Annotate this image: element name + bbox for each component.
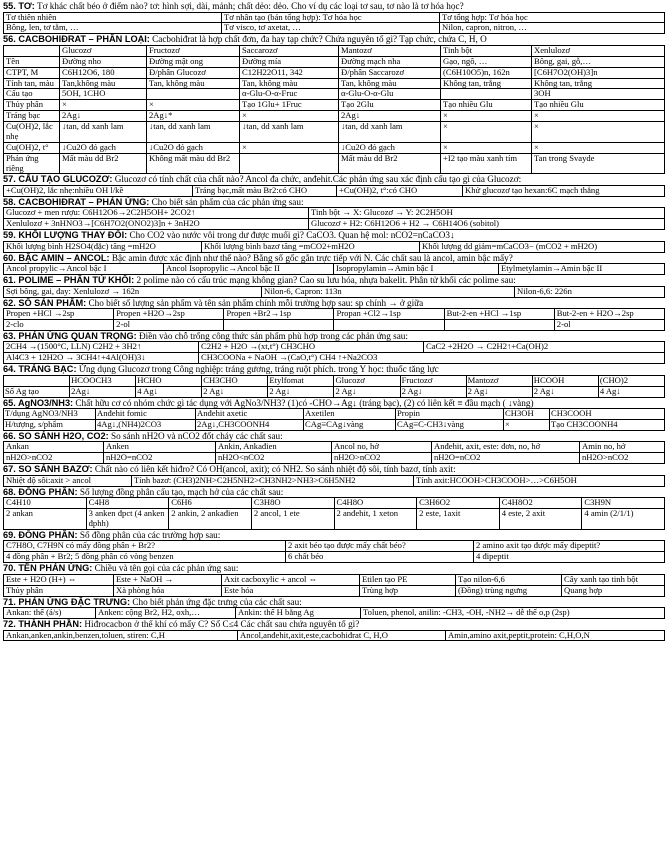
water-co2-table [3,441,665,464]
table-cell: 4 đồng phân + Br2; 5 đồng phân có vòng benzen [4,552,286,563]
table-cell: Tan, không màu [240,78,339,89]
table-cell: CAg≡C-CH3↓vàng [396,419,504,430]
table-cell: Ankan: thế (á/s) [4,608,96,619]
section-heading: 58. CACBOHIĐRAT – PHẢN ỨNG: Cho biết sản phẩm của các phản ứng sau: [3,196,304,207]
section-72 [3,619,665,641]
table-cell: 2-ol [554,320,664,331]
table-cell: Bông, gai, gỗ,… [532,56,665,67]
section-heading: 61. POLIME – PHÂN TỬ KHỐI: 2 polime nào có cấu trúc mạng không gian? Cao su lưu hóa, nhựa bakelit. Phân tử khối các polime sau: [3,275,516,286]
section-heading: 69. ĐỒNG PHÂN: Số đồng phân của các trường hợp sau: [3,529,221,540]
table-cell: Quang hợp [562,585,665,596]
section-62 [3,298,665,331]
table-cell: nH2O>nCO2 [332,453,432,464]
carbohydrate-table [3,45,665,175]
table-cell: 2 Ag↓ [532,386,598,397]
table-cell: × [240,111,339,122]
table-cell: Anken: cộng Br2, H2, oxh,… [96,608,236,619]
section-55 [3,1,665,34]
table-cell: (Đồng) trùng ngưng [456,585,562,596]
fiber-table [3,12,665,35]
section-heading: 56. CACBOHIĐRAT – PHÂN LOẠI: Cacbohiđrat là hợp chất đơn, đa hay tạp chức? Chứa nguyên tố gì? Tạp chức, chứa C, H, O [3,34,487,45]
table-cell: ↓tan, dd xanh lam [240,122,339,143]
table-cell: Xenlulozơ + 3nHNO3→[C6H7O2(ONO2)3]n + 3nH2O [4,219,309,230]
table-cell: ↓tan, dd xanh lam [147,122,240,143]
table-cell: 5OH, 1CHO [60,89,147,100]
glucose-structure-table [3,185,665,197]
table-cell: But-2-en +HCl →1sp [444,309,554,320]
table-cell: 2 Ag↓ [268,386,334,397]
characteristic-reaction-table [3,607,665,619]
table-cell: 2Ag↓,CH3COONH4 [196,419,304,430]
table-cell: Tráng bạc [4,111,60,122]
amine-alcohol-degree-table [3,263,665,275]
table-cell: nH2O=nCO2 [432,453,580,464]
table-cell: ↓tan, dd xanh lam [60,122,147,143]
table-cell: 2 anđehit, 1 xeton [334,509,417,530]
table-cell: C6H6 [169,498,252,509]
table-cell: Tạo nhiều Glu [532,100,665,111]
table-cell: HCOOH [532,375,598,386]
silver-mirror-table [3,375,665,398]
table-cell: Cây xanh tạo tinh bột [562,574,665,585]
section-heading: 68. ĐỒNG PHÂN: Số lượng đồng phân cấu tạo, mạch hở của các chất sau: [3,486,284,497]
table-cell: ↓Cu2O đỏ gạch [147,142,240,153]
table-cell: Nilon, capron, nitron, … [440,23,665,34]
table-cell [4,45,60,56]
table-cell: 2Ag↓ [339,111,441,122]
table-cell: Ancol,anđehit,axit,este,cacbohiđrat C, H,O [238,630,446,641]
table-cell: 2-ol [114,320,224,331]
table-cell: Nhiệt độ sôi:axit > ancol [4,475,132,486]
section-heading: 55. TƠ: Tơ khác chất béo ở điểm nào? tơ: hình sợi, dài, mảnh; chất dẻo: dẻo. Cho ví dụ các loại tơ sau, tơ nào là tơ hóa học? [3,1,464,11]
table-cell: Propen +Br2→1sp [224,309,334,320]
table-cell: (CHO)2 [598,375,664,386]
table-cell: Không tan, trắng [441,78,532,89]
table-cell: Fructozơ [147,45,240,56]
table-cell: Ancol Isopropylic→Ancol bậc II [164,264,334,275]
table-cell: Mất màu dd Br2 [60,153,147,174]
table-cell: Ancol no, hở [332,442,432,453]
section-68 [3,487,665,530]
section-heading: 57. CẤU TẠO GLUCOZƠ: Glucozơ có tính chất của chất nào? Ancol đa chức, anđehit.Các phản ứng sau xác định cấu tạo gì của Glucozơ: [3,174,522,185]
table-cell [334,320,444,331]
table-cell: Etylmetylamin→Amin bậc II [499,264,665,275]
table-cell: Toluen, phenol, anilin: -CH3, -OH, -NH2→ dễ thế o,p (2sp) [361,608,665,619]
section-66 [3,431,665,464]
table-cell: Mantozơ [466,375,532,386]
composition-table [3,630,665,642]
table-cell: Ancol propylic→Ancol bậc I [4,264,164,275]
table-cell: × [441,111,532,122]
table-cell: Cu(OH)2, lắc nhẹ [4,122,60,143]
table-cell: CH3CHO [202,375,268,386]
table-cell: 4 amin (2/1/1) [582,509,665,530]
table-cell: Không tan, trắng [532,78,665,89]
section-60 [3,253,665,275]
table-cell: Khối lượng dd giảm=mCaCO3− (mCO2 + mH2O) [420,241,665,252]
table-cell: × [60,100,147,111]
table-cell: Bông, len, tơ tằm, … [4,23,222,34]
table-cell: × [441,142,532,153]
table-cell: Etylfomat [268,375,334,386]
table-cell: Đường nho [60,56,147,67]
table-cell: Propan +Cl2→1sp [334,309,444,320]
section-58 [3,197,665,230]
table-cell: Anđehit, axit, este: đơn, no, hở [432,442,580,453]
table-cell: HCOOCH3 [70,375,136,386]
table-cell: Tạo nilon-6,6 [456,574,562,585]
table-cell: 4Ag↓,(NH4)2CO3 [96,419,196,430]
table-cell: α-Glu-O-α-Glu [339,89,441,100]
table-cell: 6 chất béo [286,552,474,563]
section-heading: 60. BẬC AMIN – ANCOL: Bậc amin được xác định như thế nào? Bằng số gốc gắn trực tiếp với N. Các chất sau là ancol, amin bậc mấy? [3,252,513,263]
table-cell: Tơ visco, tơ axetat, … [222,23,440,34]
important-reaction-table [3,341,665,364]
table-cell: 2 axit béo tạo được mấy chất béo? [286,541,474,552]
table-cell: Đường mật ong [147,56,240,67]
section-67 [3,464,665,486]
agno3-table [3,408,665,431]
table-cell: ↓Cu2O đỏ gạch [339,142,441,153]
table-cell [444,320,554,331]
table-cell: Tan,không màu [60,78,147,89]
table-cell: +Cu(OH)2, lắc nhẹ:nhiều OH l/kề [4,185,193,196]
table-cell: 2 amino axit tạo được mấy đipeptit? [474,541,665,552]
table-cell: Este + NaOH → [114,574,222,585]
table-cell: [C6H7O2(OH)3]n [532,67,665,78]
table-cell: Thủy phân [4,100,60,111]
table-cell: H/tượng, s/phẩm [4,419,96,430]
table-cell: Anđehit axetic [196,409,304,420]
table-cell: 2 Ag↓ [466,386,532,397]
table-cell: Ankin: thế H bằng Ag [236,608,361,619]
table-cell: Al4C3 + 12H2O → 3CH4↑+4Al(OH)3↓ [4,353,199,364]
section-heading: 70. TÊN PHẢN ỨNG: Chiều và tên gọi của các phản ứng sau: [3,563,239,574]
table-cell: Cấu tạo [4,89,60,100]
table-cell: Mantozơ [339,45,441,56]
table-cell: C6H12O6, 180 [60,67,147,78]
table-cell: Sợi bông, gai, đay: Xenlulozơ → 162n [4,286,262,297]
table-cell: Axit cacboxylic + ancol ⇔ [222,574,360,585]
table-cell: CH3COOH [550,409,665,420]
table-cell: Propen +HCl →2sp [4,309,114,320]
table-cell: Nilon-6, Capron: 113n [262,286,515,297]
table-cell: Este + H2O (H+) ⇔ [4,574,114,585]
table-cell: α-Glu-O-α-Fruc [240,89,339,100]
table-cell: Nilon-6,6: 226n [515,286,665,297]
section-70 [3,563,665,596]
table-cell: HCHO [136,375,202,386]
table-cell: Este hóa [222,585,360,596]
table-cell: nH2O=nCO2 [104,453,216,464]
table-cell: 2 ancol, 1 ete [251,509,334,530]
table-cell: Khử glucozơ tạo hexan:6C mạch thẳng [463,185,665,196]
section-71 [3,597,665,619]
table-cell: × [147,100,240,111]
table-cell: 2 Ag↓ [400,386,466,397]
section-heading: 65. AgNO3/NH3: Chất hữu cơ có nhóm chức gì tác dụng với AgNo3/NH3? (1)có -CHO→Ag↓ (tráng bạc), (2) có liên kết ≡ đầu mạch ( ↓vàng) [3,397,534,408]
table-cell: But-2-en + H2O→2sp [554,309,664,320]
table-cell: Etilen tạo PE [360,574,456,585]
table-cell: nH2O>nCO2 [4,453,104,464]
base-compare-table [3,475,665,487]
table-cell: Saccarozơ [240,45,339,56]
table-cell: Ankan [4,442,104,453]
table-cell: Tạo 2Glu [339,100,441,111]
table-cell: 3 anken đpct (4 anken đphh) [86,509,169,530]
table-cell: CAg≡CAg↓vàng [304,419,396,430]
table-cell: Khối lượng bình bazơ tăng =mCO2+mH2O [202,241,420,252]
table-cell: Đ/phân Saccarozơ [339,67,441,78]
table-cell: Xenlulozơ [532,45,665,56]
table-cell: Tạo nhiều Glu [441,100,532,111]
table-cell: Fructozơ [400,375,466,386]
table-cell: 2Ag↓ [70,386,136,397]
table-cell: nH2O>nCO2 [580,453,665,464]
table-cell: 2CH4 →(1500°C, LLN) C2H2 + 3H2↑ [4,342,199,353]
table-cell: Xà phòng hóa [114,585,222,596]
table-cell: Tính axit:HCOOH>CH3COOH>…>C6H5OH [414,475,665,486]
table-cell: Tính bazơ: (CH3)2NH>C2H5NH2>CH3NH2>NH3>C6H5NH2 [132,475,414,486]
section-64 [3,364,665,397]
table-cell: C4H10 [4,498,87,509]
section-heading: 63. PHẢN ỨNG QUAN TRỌNG: Điền vào chỗ trống công thức sản phẩm phù hợp trong các phản ứng sau: [3,330,408,341]
table-cell: Ankan,anken,ankin,benzen,toluen, stiren: C,H [4,630,238,641]
table-cell: CH3OH [504,409,550,420]
table-cell: Anken [104,442,216,453]
table-cell: Cu(OH)2, t° [4,142,60,153]
mass-change-table [3,241,665,253]
isomer-case-table [3,540,665,563]
table-cell: C3H8O [251,498,334,509]
table-cell: 4 este, 2 axit [499,509,582,530]
table-cell: Isopropylamin→Amin bậc I [334,264,499,275]
table-cell: T/dụng AgNO3/NH3 [4,409,96,420]
table-cell [441,89,532,100]
table-cell: Glucozơ + men rượu: C6H12O6→2C2H5OH+ 2CO2↑ [4,208,309,219]
section-heading: 64. TRÁNG BẠC: Ứng dụng Glucozơ trong Công nghiệp: tráng gương, tráng ruột phích. trong Y học: thuốc tăng lực [3,364,439,375]
table-cell: 2Ag↓* [147,111,240,122]
polymer-mass-table [3,286,665,298]
section-heading: 72. THÀNH PHẦN: Hiđrocacbon ở thể khí có mấy C? Số C≤4 Các chất sau chứa nguyên tố gì? [3,618,360,629]
table-cell: CH3COONa + NaOH →(CaO,t°) CH4 ↑+Na2CO3 [199,353,665,364]
table-cell: Amin,amino axit,peptit,protein: C,H,O,N [446,630,665,641]
table-cell: Amin no, hở [580,442,665,453]
table-cell: × [532,142,665,153]
section-69 [3,530,665,563]
table-cell: C3H9N [582,498,665,509]
table-cell: Số Ag tạo [4,386,70,397]
table-cell: 3OH [532,89,665,100]
table-cell: Ankin, Ankađien [216,442,332,453]
table-cell [147,89,240,100]
table-cell: Tráng bạc,mất màu Br2:có CHO [193,185,337,196]
isomer-count-table [3,497,665,530]
table-cell: CTPT, M [4,67,60,78]
section-heading: 62. SỐ SẢN PHẨM: Cho biết số lượng sản phẩm và tên sản phẩm chính mỗi trường hợp sau: sp chính → ở giữa [3,297,424,308]
table-cell: Phản ứng riêng [4,153,60,174]
table-cell: Propin [396,409,504,420]
carbohydrate-reaction-table [3,207,665,230]
table-cell: 2 ankin, 2 ankađien [169,509,252,530]
reaction-name-table [3,574,665,597]
section-63 [3,331,665,364]
table-cell: 2 este, 1axit [417,509,500,530]
table-cell: Khối lượng bình H2SO4(đặc) tăng =mH2O [4,241,202,252]
table-cell: Trùng hợp [360,585,456,596]
table-cell: Tan trong Svayde [532,153,665,174]
table-cell: 4 đipeptit [474,552,665,563]
table-cell: Tính tan, màu [4,78,60,89]
product-count-table [3,308,665,331]
table-cell: Đường mía [240,56,339,67]
table-cell: C7H8O, C7H9N có mấy đồng phân + Br2? [4,541,286,552]
table-cell: Tơ nhân tạo (bán tổng hợp): Tơ hóa học [222,12,440,23]
table-cell: × [441,122,532,143]
table-cell: Propen +H2O→2sp [114,309,224,320]
section-56 [3,34,665,174]
table-cell: Tên [4,56,60,67]
table-cell: Tinh bột → X: Glucozơ → Y: 2C2H5OH [309,208,665,219]
table-cell: 2 ankan [4,509,87,530]
table-cell: +Cu(OH)2, t°:có CHO [337,185,463,196]
table-cell: Glucozơ [60,45,147,56]
table-cell: Gạo, ngô, … [441,56,532,67]
table-cell: Mất màu dd Br2 [339,153,441,174]
table-cell: Tơ tổng hợp: Tơ hóa học [440,12,665,23]
section-heading: 71. PHẢN ỨNG ĐẶC TRƯNG: Cho biết phản ứng đặc trưng của các chất sau: [3,596,302,607]
table-cell: ↓tan, dd xanh lam [339,122,441,143]
table-cell: Tạo CH3COONH4 [550,419,665,430]
table-cell: 2 Ag↓ [202,386,268,397]
section-heading: 66. SO SÁNH H2O, CO2: So sánh nH2O và nCO2 đốt cháy các chất sau: [3,430,283,441]
table-cell: Tan, không màu [147,78,240,89]
table-cell: Đ/phân Glucozơ [147,67,240,78]
section-61 [3,275,665,297]
section-65 [3,398,665,431]
table-cell: Đường mạch nha [339,56,441,67]
table-cell: × [532,111,665,122]
table-cell: (C6H10O5)n, 162n [441,67,532,78]
table-cell: C2H2 + H2O →(xt,t°) CH3CHO [199,342,424,353]
table-cell: Anđehit fomic [96,409,196,420]
table-cell: × [504,419,550,430]
table-cell: Không mất màu dd Br2 [147,153,240,174]
table-cell: C4H8 [86,498,169,509]
section-57 [3,174,665,196]
table-cell: × [240,142,339,153]
table-cell: × [532,122,665,143]
table-cell: Axetilen [304,409,396,420]
table-cell: 4 Ag↓ [136,386,202,397]
table-cell: 2 Ag↓ [334,386,400,397]
table-cell: CaC2 +2H2O → C2H2↑+Ca(OH)2 [424,342,665,353]
table-cell: 4 Ag↓ [598,386,664,397]
table-cell: Tơ thiên nhiên [4,12,222,23]
table-cell: +I2 tạo màu xanh tím [441,153,532,174]
section-heading: 67. SO SÁNH BAZƠ: Chất nào có liên kết hiđro? Có OH(ancol, axit); có NH2. So sánh nhiệt độ sôi, tính bazơ, tính axit: [3,464,456,475]
table-cell [240,153,339,174]
table-cell: C4H8O2 [499,498,582,509]
table-cell: Glucozơ [334,375,400,386]
table-cell: Tan, không màu [339,78,441,89]
table-cell: Thủy phân [4,585,114,596]
table-cell: nH2O<nCO2 [216,453,332,464]
table-cell: C3H6O2 [417,498,500,509]
table-cell: Tạo 1Glu+ 1Fruc [240,100,339,111]
table-cell: Glucozơ + H2: C6H12O6 + H2 → C6H14O6 (sobitol) [309,219,665,230]
section-59 [3,230,665,252]
table-cell: ↓Cu2O đỏ gạch [60,142,147,153]
section-heading: 59. KHỐI LƯỢNG THAY ĐỔI: Cho CO2 vào nước vôi trong dư được muối gì? CaCO3. Quan hệ mol: nCO2=nCaCO3↓ [3,230,455,241]
table-cell: C4H8O [334,498,417,509]
table-cell [224,320,334,331]
table-cell: C12H22O11, 342 [240,67,339,78]
table-cell: Tinh bột [441,45,532,56]
table-cell: 2Ag↓ [60,111,147,122]
table-cell: 2-clo [4,320,114,331]
table-cell [4,375,70,386]
